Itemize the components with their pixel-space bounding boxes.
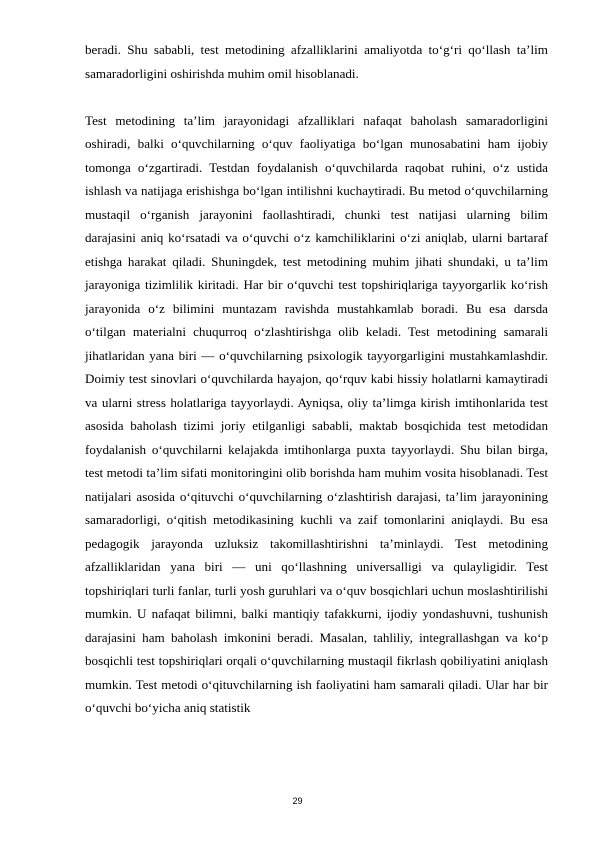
document-page (85, 38, 548, 720)
paragraph-continuation: beradi. Shu sababli, test metodining afzalliklarini amaliyotda to‘g‘ri qo‘llash ta’lim samaradorligini oshirishda muhim omil hisoblanadi. (85, 42, 548, 81)
page-number: 29 (292, 796, 303, 806)
paragraph-test-method-advantages: Test metodining ta’lim jarayonidagi afzalliklari nafaqat baholash samaradorligini oshiradi, balki o‘quvchilarning o‘quv faoliyatiga bo‘lgan munosabatini ham ijobiy tomonga o‘zgartiradi. Testdan foydalanish o‘quvchilarda raqobat ruhini, o‘z ustida ishlash va natijaga erishishga bo‘lgan intilishni kuchaytiradi. Bu metod o‘quvchilarning mustaqil o‘rganish jarayonini faollashtiradi, chunki test natijasi ularning bilim darajasini aniq ko‘rsatadi va o‘quvchi o‘z kamchiliklarini o‘zi aniqlab, ularni bartaraf etishga harakat qiladi. Shuningdek, test metodining muhim jihati shundaki, u ta’lim jarayoniga tizimlilik kiritadi. Har bir o‘quvchi test topshiriqlariga tayyorgarlik ko‘rish jarayonida o‘z bilimini muntazam ravishda mustahkamlab boradi. Bu esa darsda o‘tilgan materialni chuqurroq o‘zlashtirishga olib keladi. Test metodining samarali jihatlaridan yana biri — o‘quvchilarning psixologik tayyorgarligini mustahkamlashdir. Doimiy test sinovlari o‘quvchilarda hayajon, qo‘rquv kabi hissiy holatlarni kamaytiradi va ularni stress holatlariga tayyorlaydi. Ayniqsa, oliy ta’limga kirish imtihonlarida test asosida baholash tizimi joriy etilganligi sababli, maktab bosqichida test metodidan foydalanish o‘quvchilarni kelajakda imtihonlarga puxta tayyorlaydi. Shu bilan birga, test metodi ta’lim sifati monitoringini olib borishda ham muhim vosita hisoblanadi. Test natijalari asosida o‘qituvchi o‘quvchilarning o‘zlashtirish darajasi, ta’lim jarayonining samaradorligi, o‘qitish metodikasining kuchli va zaif tomonlarini aniqlaydi. Bu esa pedagogik jarayonda uzluksiz takomillashtirishni ta’minlaydi. Test metodining afzalliklaridan yana biri — uni qo‘llashning universalligi va qulayligidir. Test topshiriqlari turli fanlar, turli yosh guruhlari va o‘quv bosqichlari uchun moslashtirilishi mumkin. U nafaqat bilimni, balki mantiqiy tafakkurni, ijodiy yondashuvni, tushunish darajasini ham baholash imkonini beradi. Masalan, tahliliy, integrallashgan va ko‘p bosqichli test topshiriqlari orqali o‘quvchilarning mustaqil fikrlash qobiliyatini aniqlash mumkin. Test metodi o‘qituvchilarning ish faoliyatini ham samarali qiladi. Ular har bir o‘quvchi bo‘yicha aniq statistik (85, 112, 548, 715)
